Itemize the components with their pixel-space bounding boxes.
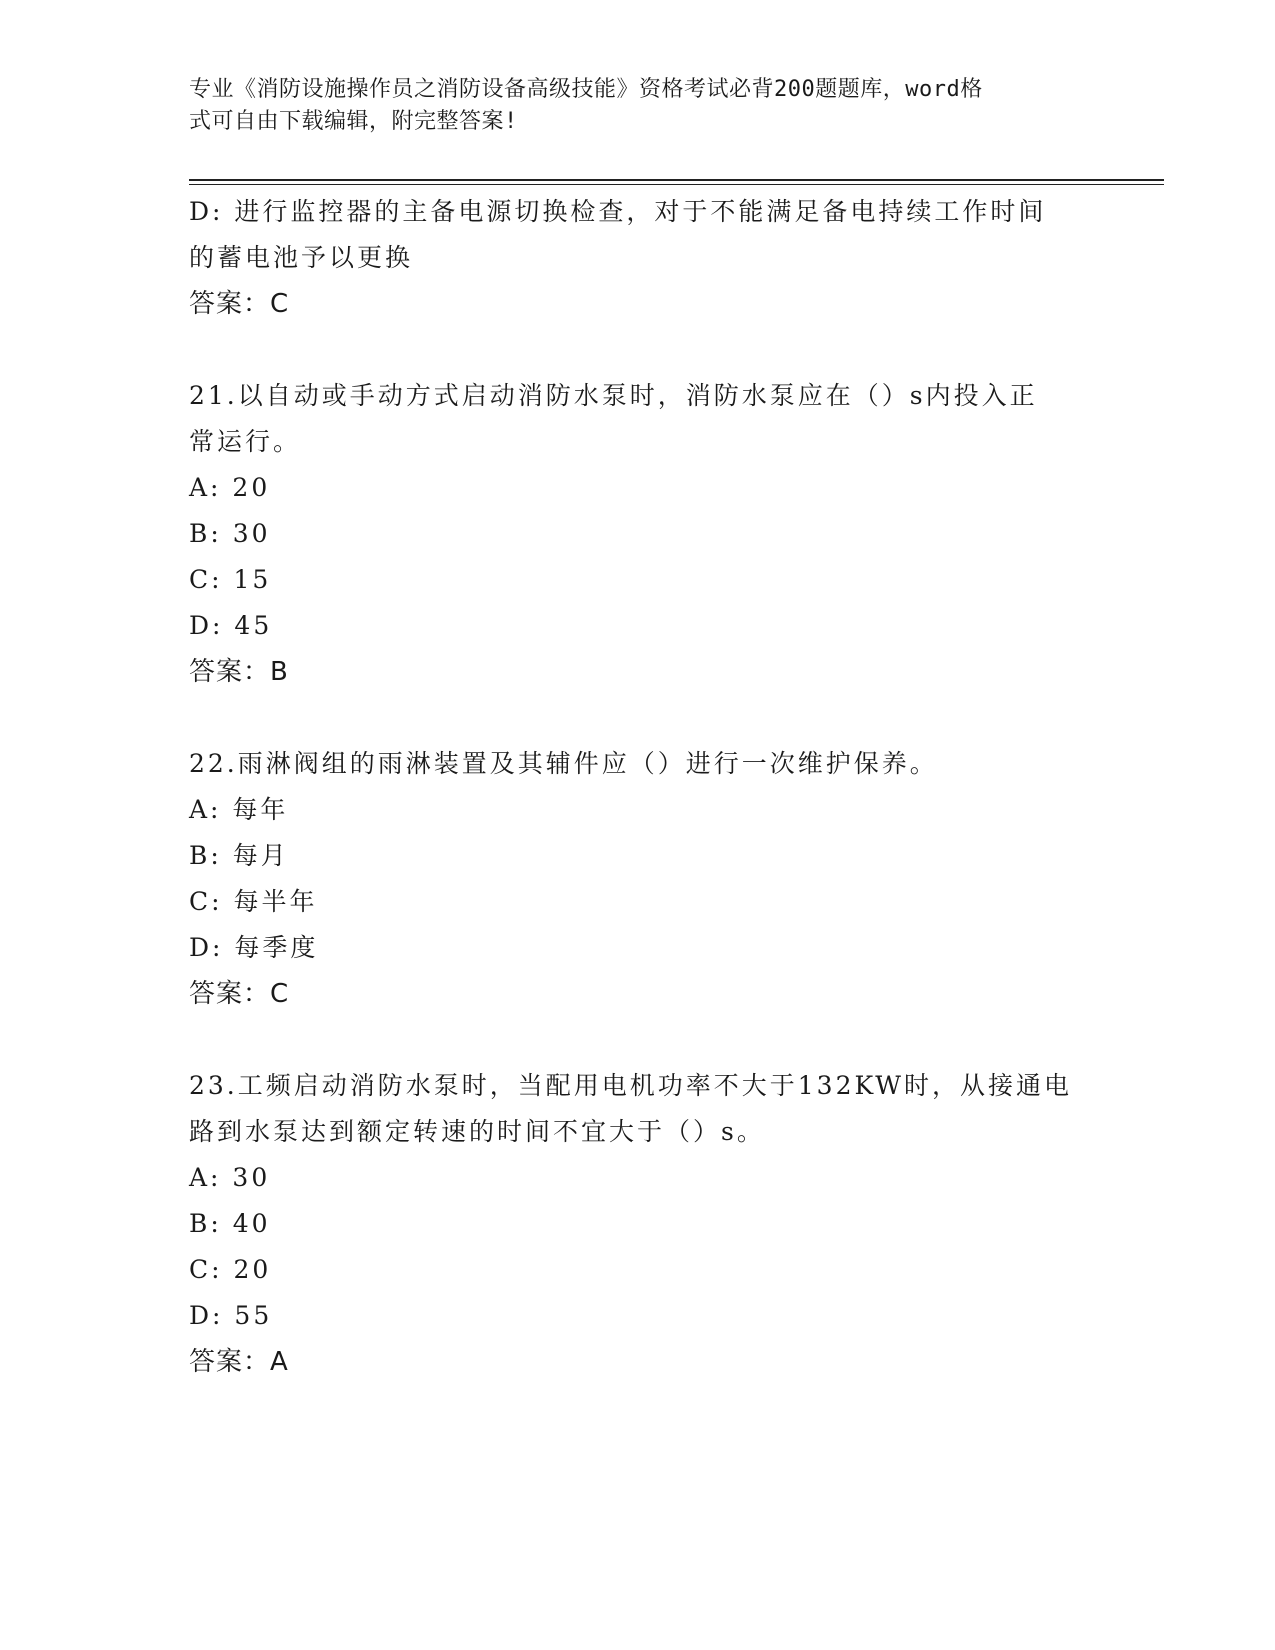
option-c: C: 每半年 xyxy=(189,887,318,916)
option-b: B: 40 xyxy=(189,1209,271,1238)
option-d: D: 55 xyxy=(189,1301,273,1330)
header-divider-thin xyxy=(189,184,1164,185)
option-d: D: 每季度 xyxy=(189,933,319,962)
option-a: A: 每年 xyxy=(189,795,289,824)
option-b: B: 每月 xyxy=(189,841,289,870)
option-d: D: 进行监控器的主备电源切换检查，对于不能满足备电持续工作时间 xyxy=(189,197,1047,226)
question-stem-continued: 路到水泵达到额定转速的时间不宜大于（）s。 xyxy=(189,1117,765,1146)
carryover-block xyxy=(189,189,1089,327)
question-21 xyxy=(189,373,1089,695)
question-stem: 22.雨淋阀组的雨淋装置及其辅件应（）进行一次维护保养。 xyxy=(189,749,938,778)
option-c: C: 15 xyxy=(189,565,272,594)
question-stem: 21.以自动或手动方式启动消防水泵时，消防水泵应在（）s内投入正 xyxy=(189,381,1038,410)
option-d: D: 45 xyxy=(189,611,273,640)
document-header xyxy=(189,74,1069,138)
option-c: C: 20 xyxy=(189,1255,272,1284)
question-22 xyxy=(189,741,1089,1017)
header-divider-thick xyxy=(189,179,1164,181)
answer-line: 答案：C xyxy=(189,289,290,319)
header-line-1: 专业《消防设施操作员之消防设备高级技能》资格考试必背200题题库，word格 xyxy=(189,77,983,102)
option-a: A: 30 xyxy=(189,1163,271,1192)
answer-line: 答案：A xyxy=(189,1347,289,1377)
question-23 xyxy=(189,1063,1089,1385)
question-stem: 23.工频启动消防水泵时，当配用电机功率不大于132KW时，从接通电 xyxy=(189,1071,1072,1100)
header-line-2: 式可自由下载编辑，附完整答案! xyxy=(189,109,518,134)
answer-line: 答案：C xyxy=(189,979,290,1009)
option-b: B: 30 xyxy=(189,519,271,548)
question-stem-continued: 常运行。 xyxy=(189,427,302,456)
option-a: A: 20 xyxy=(189,473,271,502)
option-d-continued: 的蓄电池予以更换 xyxy=(189,243,414,272)
answer-line: 答案：B xyxy=(189,657,289,687)
question-list xyxy=(189,189,1089,1385)
